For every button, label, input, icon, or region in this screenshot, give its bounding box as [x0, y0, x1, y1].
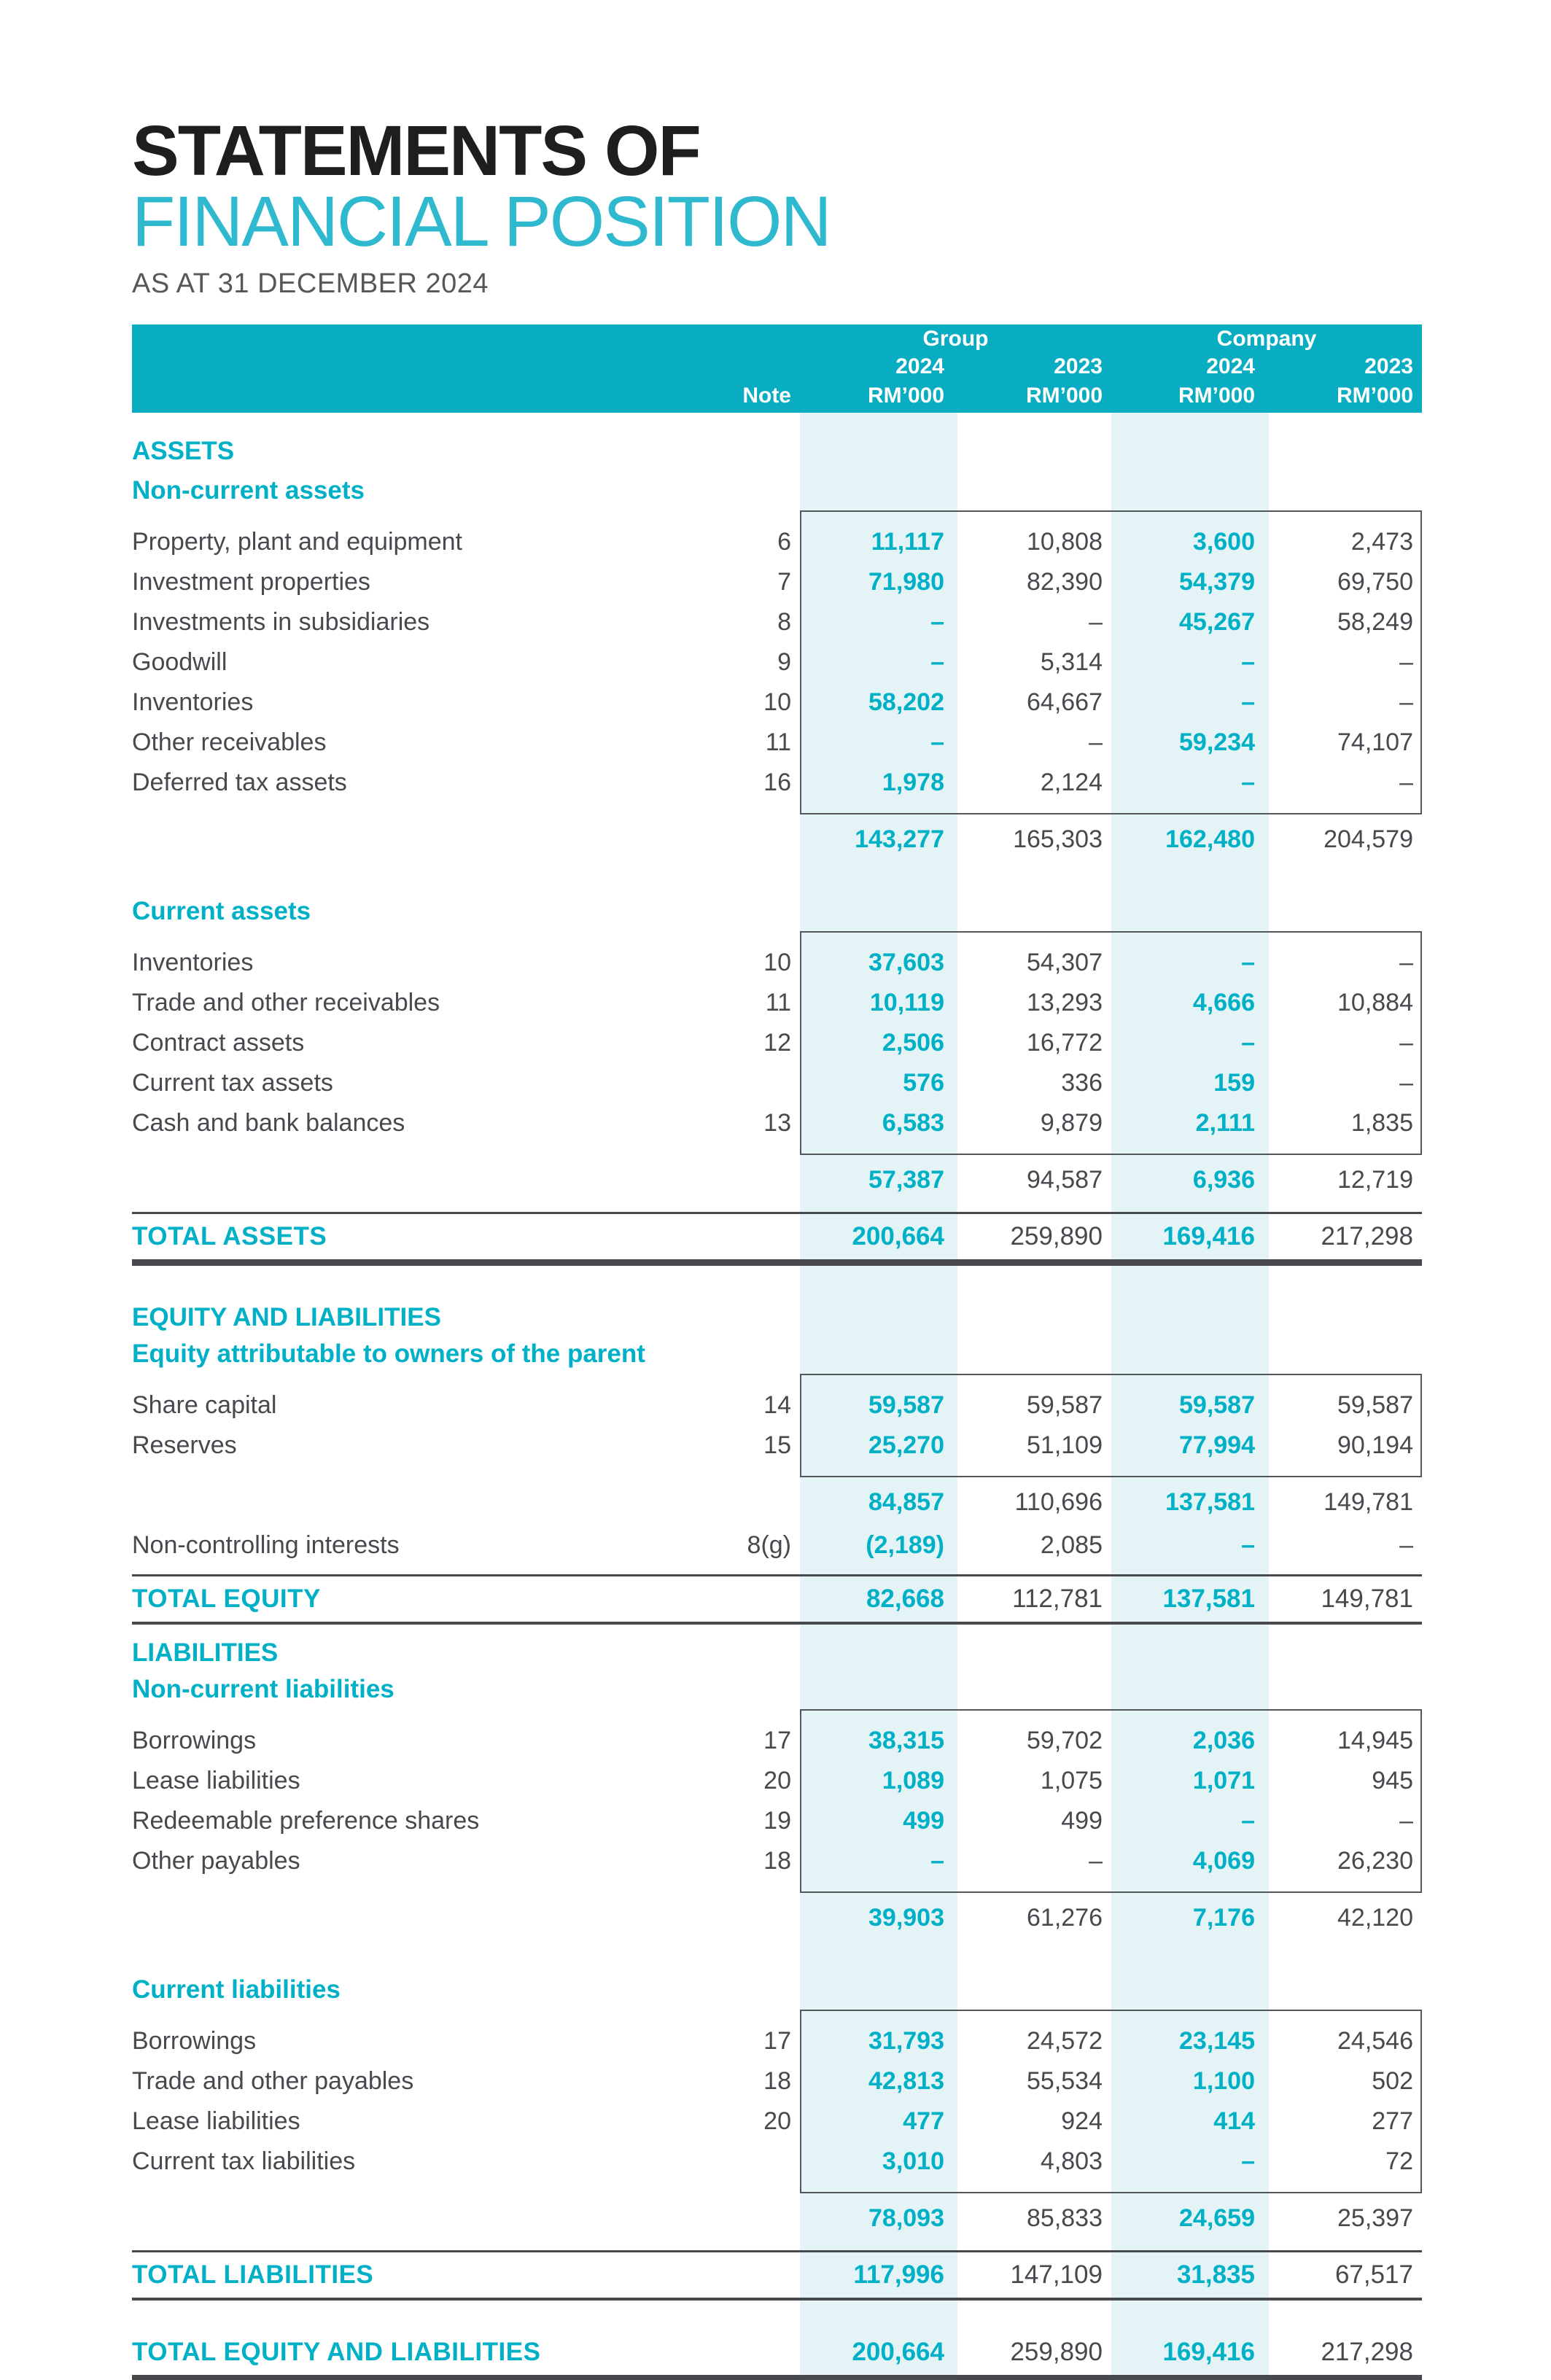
cell-value: 112,781 — [1012, 1584, 1103, 1613]
table-row — [132, 2061, 1422, 2101]
cell-value: 82,668 — [866, 1584, 944, 1613]
row-note: 16 — [763, 768, 791, 796]
spacer — [132, 2241, 1422, 2250]
cell-value: – — [1241, 768, 1255, 796]
column-group-header-company: Company — [1216, 326, 1317, 351]
row-label: Inventories — [132, 948, 254, 976]
cell-value: 7,176 — [1192, 1904, 1255, 1932]
cell-value: 55,534 — [1027, 2066, 1103, 2095]
unit-header-company-2023: RM’000 — [1336, 384, 1413, 408]
cell-value: 25,397 — [1337, 2204, 1413, 2233]
cell-value: 10,808 — [1027, 527, 1103, 556]
cell-value: 54,307 — [1027, 948, 1103, 976]
page-subtitle: AS AT 31 DECEMBER 2024 — [132, 268, 489, 299]
row-label: Contract assets — [132, 1028, 305, 1057]
cell-value: 4,803 — [1040, 2147, 1103, 2175]
cell-value: 6,936 — [1192, 1166, 1255, 1194]
cell-value: 74,107 — [1337, 728, 1413, 756]
page-title-line2: FINANCIAL POSITION — [132, 182, 831, 261]
table-row — [132, 763, 1422, 803]
unit-header-group-2023: RM’000 — [1025, 384, 1103, 408]
row-note: 7 — [777, 567, 791, 596]
cell-value: 39,903 — [868, 1904, 944, 1932]
cell-value: – — [1241, 648, 1255, 676]
cell-value: 336 — [1061, 1068, 1103, 1097]
subtotal-row — [132, 1480, 1422, 1525]
spacer — [132, 468, 1422, 474]
row-note: 19 — [763, 1806, 791, 1835]
cell-value: 117,996 — [853, 2260, 944, 2289]
spacer — [132, 1941, 1422, 1973]
cell-value: 25,270 — [868, 1431, 944, 1459]
cell-value: 42,813 — [868, 2066, 944, 2095]
cell-value: 85,833 — [1027, 2204, 1103, 2233]
row-note: 8(g) — [747, 1531, 791, 1559]
cell-value: 58,202 — [868, 688, 944, 716]
table-row — [132, 2142, 1422, 2182]
table-row — [132, 1158, 1422, 1203]
total-row-label: TOTAL EQUITY AND LIABILITIES — [132, 2337, 541, 2366]
section-heading: Equity attributable to owners of the parent — [132, 1339, 645, 1368]
cell-value: 2,506 — [882, 1028, 944, 1057]
cell-value: – — [1399, 1806, 1413, 1835]
table-row — [132, 2196, 1422, 2241]
row-label: Share capital — [132, 1391, 277, 1419]
column-header-company-2023: 2023 — [1364, 354, 1413, 378]
financial-position-table — [132, 324, 1422, 2380]
table-row — [132, 1896, 1422, 1941]
column-header-group-2023: 2023 — [1054, 354, 1103, 378]
cell-value: 162,480 — [1165, 825, 1255, 854]
row-note: 11 — [765, 988, 791, 1016]
cell-value: – — [1399, 1028, 1413, 1057]
table-row — [132, 682, 1422, 723]
column-header-note: Note — [742, 384, 791, 408]
total-row-label: TOTAL LIABILITIES — [132, 2260, 374, 2289]
spacer — [132, 1266, 1422, 1301]
cell-value: 82,390 — [1027, 567, 1103, 596]
table-row — [132, 1525, 1422, 1566]
cell-value: 1,835 — [1350, 1108, 1413, 1137]
cell-value: – — [930, 1846, 944, 1875]
cell-value: 2,111 — [1195, 1108, 1255, 1137]
cell-value: 2,124 — [1040, 768, 1103, 796]
spacer — [132, 2301, 1422, 2330]
row-note: 10 — [763, 948, 791, 976]
cell-value: 137,581 — [1165, 1488, 1255, 1517]
table-row — [132, 1063, 1422, 1103]
row-note: 18 — [763, 1846, 791, 1875]
page-content — [132, 0, 1422, 2380]
cell-value: 169,416 — [1162, 1221, 1255, 1251]
cell-value: – — [1241, 948, 1255, 976]
cell-value: 499 — [1061, 1806, 1103, 1835]
cell-value: 576 — [903, 1068, 944, 1097]
cell-value: 59,234 — [1179, 728, 1255, 756]
row-note: 20 — [763, 1766, 791, 1794]
row-note: 12 — [763, 1028, 791, 1057]
cell-value: 5,314 — [1040, 648, 1103, 676]
row-note: 18 — [763, 2066, 791, 2095]
cell-value: 38,315 — [868, 1726, 944, 1754]
table-row — [132, 1103, 1422, 1143]
cell-value: – — [1089, 607, 1103, 636]
table-row — [132, 943, 1422, 983]
cell-value: 924 — [1061, 2107, 1103, 2135]
cell-value: 24,572 — [1027, 2026, 1103, 2055]
table-row — [132, 1761, 1422, 1801]
cell-value: 37,603 — [868, 948, 944, 976]
cell-value: 67,517 — [1334, 2260, 1413, 2289]
cell-value: 259,890 — [1010, 2337, 1103, 2366]
cell-value: 414 — [1213, 2107, 1255, 2135]
cell-value: 71,980 — [868, 567, 944, 596]
section-heading: LIABILITIES — [132, 1638, 279, 1667]
row-note: 17 — [763, 1726, 791, 1754]
cell-value: 143,277 — [855, 825, 944, 854]
cell-value: 1,089 — [882, 1766, 944, 1794]
row-note: 13 — [763, 1108, 791, 1137]
cell-value: 94,587 — [1027, 1166, 1103, 1194]
row-group-box — [132, 510, 1422, 814]
table-row — [132, 562, 1422, 602]
cell-value: 77,994 — [1179, 1431, 1255, 1459]
table-row — [132, 1385, 1422, 1426]
cell-value: 259,890 — [1010, 1221, 1103, 1251]
cell-value: 2,473 — [1350, 527, 1413, 556]
spacer — [132, 1625, 1422, 1636]
row-note: 6 — [777, 527, 791, 556]
row-group-box — [132, 931, 1422, 1155]
table-row — [132, 1426, 1422, 1466]
cell-value: 169,416 — [1162, 2337, 1255, 2366]
row-label: Other payables — [132, 1846, 300, 1875]
row-group-box — [132, 1709, 1422, 1893]
row-label: Trade and other receivables — [132, 988, 440, 1016]
row-note: 14 — [763, 1391, 791, 1419]
cell-value: 78,093 — [868, 2204, 944, 2233]
rule-below-total — [132, 1259, 1422, 1266]
row-label: Deferred tax assets — [132, 768, 347, 796]
table-header-band — [132, 324, 1422, 413]
cell-value: 59,702 — [1027, 1726, 1103, 1754]
row-label: Non-controlling interests — [132, 1531, 400, 1559]
cell-value: 1,071 — [1192, 1766, 1255, 1794]
cell-value: 90,194 — [1337, 1431, 1413, 1459]
cell-value: 277 — [1372, 2107, 1413, 2135]
row-label: Redeemable preference shares — [132, 1806, 480, 1835]
section-heading: Non-current assets — [132, 475, 365, 505]
cell-value: 502 — [1372, 2066, 1413, 2095]
cell-value: 2,085 — [1040, 1531, 1103, 1559]
cell-value: – — [930, 607, 944, 636]
cell-value: 24,546 — [1337, 2026, 1413, 2055]
cell-value: – — [1399, 1068, 1413, 1097]
row-label: Borrowings — [132, 2026, 257, 2055]
cell-value: 42,120 — [1337, 1904, 1413, 1932]
cell-value: 11,117 — [871, 527, 944, 556]
cell-value: 54,379 — [1179, 567, 1255, 596]
cell-value: 51,109 — [1027, 1431, 1103, 1459]
cell-value: 59,587 — [1179, 1391, 1255, 1419]
cell-value: 200,664 — [852, 2337, 944, 2366]
row-group-box — [132, 2010, 1422, 2193]
subtotal-row — [132, 1158, 1422, 1203]
cell-value: 3,010 — [882, 2147, 944, 2175]
table-row — [132, 1023, 1422, 1063]
cell-value: 23,145 — [1179, 2026, 1255, 2055]
row-note: 8 — [777, 607, 791, 636]
total-row — [132, 1576, 1422, 1622]
cell-value: 165,303 — [1013, 825, 1103, 854]
cell-value: 1,075 — [1040, 1766, 1103, 1794]
table-row — [132, 602, 1422, 642]
cell-value: 4,069 — [1192, 1846, 1255, 1875]
row-note: 11 — [765, 728, 791, 756]
cell-value: 159 — [1213, 1068, 1255, 1097]
section-heading: Current assets — [132, 896, 311, 925]
unit-header-group-2024: RM’000 — [867, 384, 944, 408]
cell-value: – — [1241, 2147, 1255, 2175]
row-label: Current tax liabilities — [132, 2147, 356, 2175]
table-row — [132, 817, 1422, 863]
cell-value: 4,666 — [1192, 988, 1255, 1016]
cell-value: 1,978 — [882, 768, 944, 796]
section-heading: EQUITY AND LIABILITIES — [132, 1302, 441, 1331]
spacer — [132, 413, 1422, 435]
cell-value: 69,750 — [1337, 567, 1413, 596]
cell-value: 2,036 — [1192, 1726, 1255, 1754]
cell-value: 13,293 — [1027, 988, 1103, 1016]
row-label: Other receivables — [132, 728, 327, 756]
cell-value: 149,781 — [1323, 1488, 1413, 1517]
table-row — [132, 2101, 1422, 2142]
row-label: Lease liabilities — [132, 2107, 300, 2135]
row-label: Goodwill — [132, 648, 228, 676]
cell-value: 31,793 — [868, 2026, 944, 2055]
total-row-label: TOTAL EQUITY — [132, 1584, 321, 1613]
total-row — [132, 2252, 1422, 2298]
rule-below-total — [132, 2375, 1422, 2380]
cell-value: – — [1399, 768, 1413, 796]
row-label: Investments in subsidiaries — [132, 607, 430, 636]
table-row — [132, 1841, 1422, 1881]
cell-value: 72 — [1385, 2147, 1413, 2175]
section-heading: Non-current liabilities — [132, 1674, 394, 1703]
row-note: 10 — [763, 688, 791, 716]
cell-value: 10,119 — [869, 988, 944, 1016]
table-row — [132, 522, 1422, 562]
table-row — [132, 983, 1422, 1023]
row-label: Reserves — [132, 1431, 237, 1459]
row-label: Borrowings — [132, 1726, 257, 1754]
cell-value: 204,579 — [1323, 825, 1413, 854]
cell-value: 499 — [903, 1806, 944, 1835]
spacer — [132, 1203, 1422, 1212]
table-row — [132, 723, 1422, 763]
column-header-group-2024: 2024 — [895, 354, 944, 378]
cell-value: 149,781 — [1321, 1584, 1413, 1613]
cell-value: 16,772 — [1027, 1028, 1103, 1057]
cell-value: – — [1399, 648, 1413, 676]
cell-value: (2,189) — [866, 1531, 944, 1559]
total-row — [132, 2330, 1422, 2375]
column-header-company-2024: 2024 — [1206, 354, 1255, 378]
cell-value: 217,298 — [1321, 2337, 1413, 2366]
row-note: 9 — [777, 648, 791, 676]
row-label: Current tax assets — [132, 1068, 333, 1097]
cell-value: – — [1241, 1028, 1255, 1057]
cell-value: 945 — [1372, 1766, 1413, 1794]
cell-value: – — [1241, 1806, 1255, 1835]
subtotal-row — [132, 1896, 1422, 1941]
column-group-header-group: Group — [922, 326, 989, 351]
row-label: Investment properties — [132, 567, 370, 596]
cell-value: 6,583 — [882, 1108, 944, 1137]
cell-value: – — [1399, 688, 1413, 716]
cell-value: 14,945 — [1337, 1726, 1413, 1754]
cell-value: 45,267 — [1179, 607, 1255, 636]
page-title-line1: STATEMENTS OF — [132, 111, 700, 190]
cell-value: – — [1399, 1531, 1413, 1559]
cell-value: 24,659 — [1179, 2204, 1255, 2233]
cell-value: 217,298 — [1321, 1221, 1413, 1251]
cell-value: 84,857 — [868, 1488, 944, 1517]
section-heading: Current liabilities — [132, 1975, 341, 2004]
cell-value: 61,276 — [1027, 1904, 1103, 1932]
cell-value: – — [1241, 1531, 1255, 1559]
cell-value: – — [1241, 688, 1255, 716]
cell-value: – — [1399, 948, 1413, 976]
cell-value: 477 — [903, 2107, 944, 2135]
cell-value: 3,600 — [1192, 527, 1255, 556]
cell-value: 26,230 — [1337, 1846, 1413, 1875]
subtotal-row — [132, 2196, 1422, 2241]
cell-value: 147,109 — [1010, 2260, 1103, 2289]
row-label: Lease liabilities — [132, 1766, 300, 1794]
table-row — [132, 1480, 1422, 1525]
section-heading: ASSETS — [132, 436, 235, 465]
unit-header-company-2024: RM’000 — [1178, 384, 1255, 408]
cell-value: 58,249 — [1337, 607, 1413, 636]
row-label: Cash and bank balances — [132, 1108, 405, 1137]
row-note: 17 — [763, 2026, 791, 2055]
cell-value: – — [1089, 1846, 1103, 1875]
cell-value: 10,884 — [1337, 988, 1413, 1016]
cell-value: 64,667 — [1027, 688, 1103, 716]
table-row — [132, 1801, 1422, 1841]
table-row — [132, 1721, 1422, 1761]
table-body — [132, 413, 1422, 2380]
cell-value: 31,835 — [1176, 2260, 1255, 2289]
cell-value: 1,100 — [1192, 2066, 1255, 2095]
cell-value: 110,696 — [1014, 1488, 1103, 1517]
row-note: 20 — [763, 2107, 791, 2135]
row-label: Trade and other payables — [132, 2066, 414, 2095]
spacer — [132, 1566, 1422, 1574]
total-row-label: TOTAL ASSETS — [132, 1221, 327, 1251]
document-header — [132, 0, 1422, 300]
subtotal-row — [132, 817, 1422, 863]
cell-value: 200,664 — [852, 1221, 944, 1251]
cell-value: 12,719 — [1337, 1166, 1413, 1194]
cell-value: – — [930, 728, 944, 756]
table-row — [132, 642, 1422, 682]
row-note: 15 — [763, 1431, 791, 1459]
cell-value: – — [1089, 728, 1103, 756]
cell-value: 57,387 — [868, 1166, 944, 1194]
cell-value: 59,587 — [1027, 1391, 1103, 1419]
table-row — [132, 2021, 1422, 2061]
row-label: Inventories — [132, 688, 254, 716]
total-row — [132, 1214, 1422, 1259]
cell-value: 9,879 — [1040, 1108, 1103, 1137]
cell-value: – — [930, 648, 944, 676]
spacer — [132, 863, 1422, 895]
cell-value: 59,587 — [868, 1391, 944, 1419]
cell-value: 59,587 — [1337, 1391, 1413, 1419]
row-group-box — [132, 1374, 1422, 1477]
row-label: Property, plant and equipment — [132, 527, 462, 556]
cell-value: 137,581 — [1162, 1584, 1255, 1613]
